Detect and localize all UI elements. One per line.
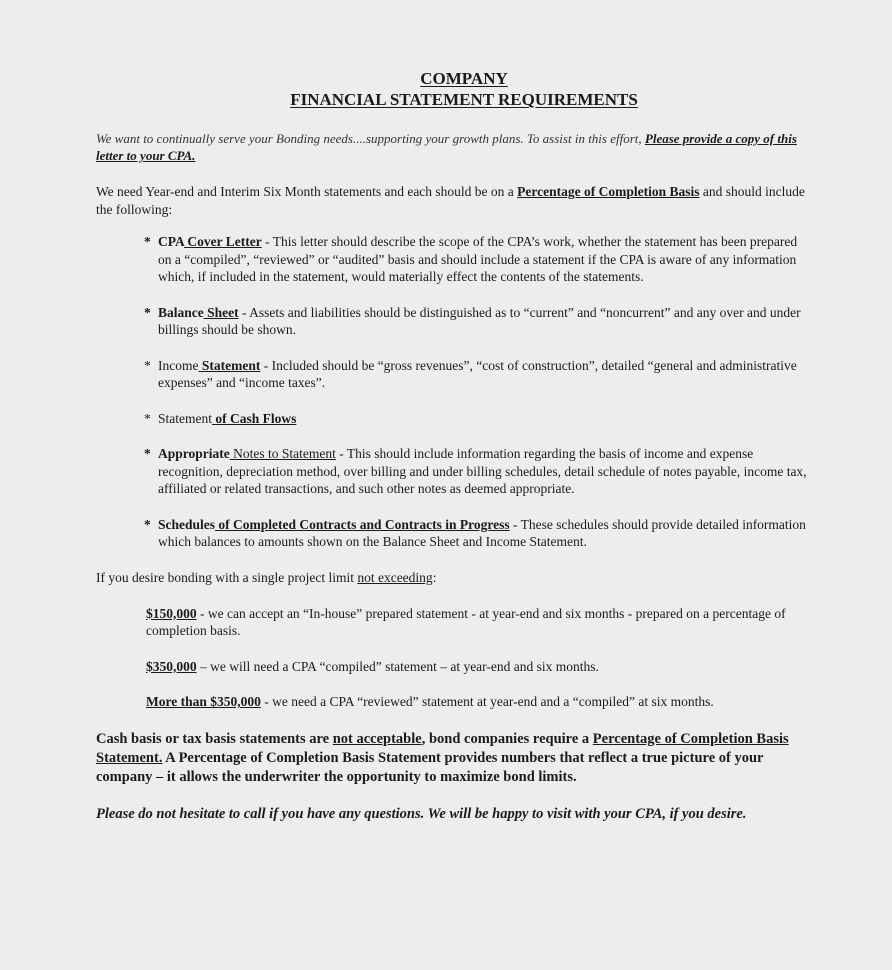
item-desc: - These schedules should provide detailed information which balances to amounts shown on the Balance Sheet and Income Statement.: [158, 516, 806, 549]
limit-intro-text: If you desire bonding with a single project limit: [96, 569, 358, 585]
item-title: Notes to Statement: [229, 446, 336, 461]
basis-text-after: and should include the following:: [96, 184, 805, 217]
limit-intro: [96, 569, 812, 587]
cash-basis-paragraph: [96, 730, 812, 787]
bullet-asterisk: *: [144, 446, 151, 461]
item-prefix: CPA: [158, 234, 184, 249]
tier-desc: - we can accept an “In-house” prepared statement - at year-end and six months - prepared on a percentage of completion basis.: [146, 605, 786, 638]
list-item: [144, 516, 812, 551]
item-title: of Completed Contracts and Contracts in Progress: [215, 516, 510, 532]
tier-amount: $350,000: [146, 658, 197, 674]
cash-basis-t2: , bond companies require a: [421, 730, 593, 747]
basis-paragraph: [96, 183, 812, 219]
list-item: [144, 445, 812, 498]
tier-amount: More than $350,000: [146, 694, 261, 709]
item-desc: - This letter should describe the scope of the CPA’s work, whether the statement has been prepared on a “compiled”, “reviewed” or “audited” basis and should include a statement if the CPA is aware of any information which, if included in the statement, would materially effect the contents of the statements.: [158, 234, 798, 284]
list-item: [144, 410, 812, 428]
tier-desc: – we will need a CPA “compiled” statement – at year-end and six months.: [196, 658, 599, 674]
intro-paragraph: [96, 130, 812, 164]
item-desc: - Assets and liabilities should be distinguished as to “current” and “noncurrent” and any over and under billings should be shown.: [158, 304, 801, 337]
item-desc: - Included should be “gross revenues”, “cost of construction”, detailed “general and administrative expenses” and “income taxes”.: [158, 357, 797, 390]
list-item: [144, 304, 812, 339]
cash-basis-t1: Cash basis or tax basis statements are: [96, 730, 333, 747]
intro-text: We want to continually serve your Bonding needs....supporting your growth plans. To assist in this effort,: [96, 131, 645, 146]
cash-basis-t3: A Percentage of Completion Basis Statement provides numbers that reflect a true picture of your company – it allows the underwriter the opportunity to maximize bond limits.: [96, 749, 764, 785]
limit-tier: [146, 605, 812, 640]
bullet-asterisk: *: [144, 357, 151, 373]
list-item: [144, 233, 812, 286]
closing-paragraph: Please do not hesitate to call if you have any questions. We will be happy to visit with your CPA, if you desire.: [96, 805, 747, 822]
cash-basis-u2: Percentage of Completion Basis Statement.: [96, 730, 789, 766]
list-item: [144, 357, 812, 392]
item-title: Cover Letter: [184, 234, 262, 249]
limit-intro-after: :: [432, 569, 437, 585]
item-prefix: Statement: [158, 410, 212, 426]
cash-basis-u1: not acceptable: [332, 730, 422, 747]
intro-emphasis: Please provide a copy of this letter to your CPA.: [96, 131, 797, 163]
item-prefix: Schedules: [158, 516, 216, 532]
item-prefix: Income: [158, 357, 199, 373]
basis-emphasis: Percentage of Completion Basis: [517, 184, 700, 199]
bullet-asterisk: *: [144, 410, 151, 426]
limit-tier: [146, 658, 812, 676]
bullet-asterisk: *: [144, 234, 151, 249]
item-title: Sheet: [203, 304, 239, 320]
bullet-asterisk: *: [144, 516, 151, 532]
document-title: FINANCIAL STATEMENT REQUIREMENTS: [290, 90, 638, 109]
limit-tier: [146, 693, 812, 711]
item-desc: - This should include information regarding the basis of income and expense recognition, depreciation method, over billing and under billing schedules, detail schedule of notes payable, income tax, affiliated or related transactions, and such other notes as deemed appropriate.: [158, 446, 807, 496]
requirements-list: [96, 233, 812, 551]
item-prefix: Appropriate: [158, 446, 230, 461]
bullet-asterisk: *: [144, 304, 151, 320]
limit-intro-underlined: not exceeding: [357, 569, 433, 585]
tier-amount: $150,000: [146, 605, 197, 621]
company-heading: COMPANY: [420, 69, 508, 88]
item-title: Statement: [198, 357, 261, 373]
tier-desc: - we need a CPA “reviewed” statement at year-end and a “compiled” at six months.: [260, 694, 714, 709]
basis-text-before: We need Year-end and Interim Six Month statements and each should be on a: [96, 184, 518, 199]
item-prefix: Balance: [158, 304, 204, 320]
item-title: of Cash Flows: [212, 410, 297, 426]
